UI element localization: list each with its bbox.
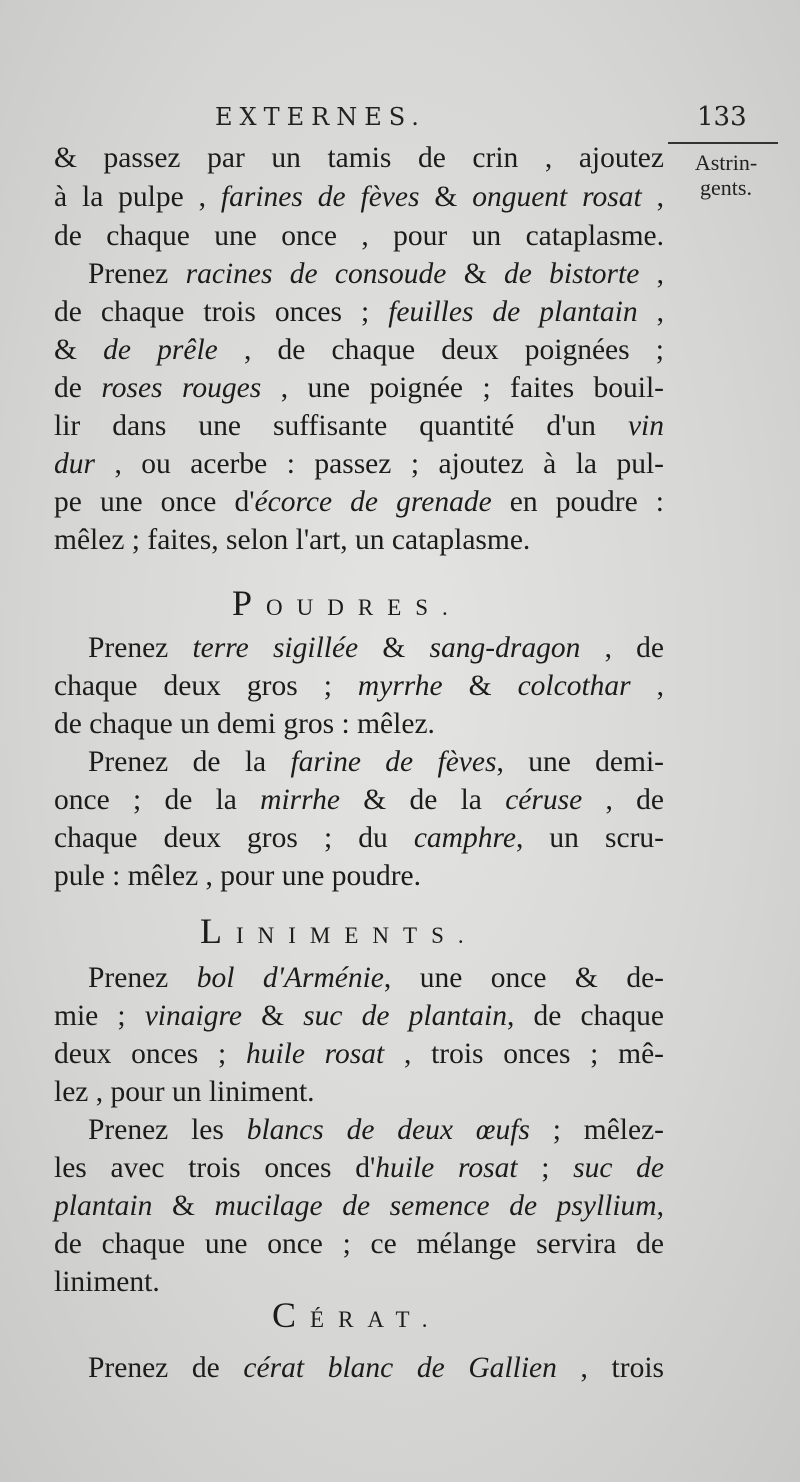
text-run: & [419,181,473,213]
text-run: de chaque trois onces ; [54,296,389,328]
text-line [54,296,664,329]
italic-term: vinaigre [144,1000,242,1032]
text-run: les avec trois onces d' [54,1152,376,1184]
italic-term: farine de fèves [290,746,497,778]
text-line [88,962,664,995]
text-line [54,1228,664,1261]
section-title-initial: C [272,1295,311,1335]
text-run: de chaque une once ; ce mélange servira de [54,1228,664,1260]
text-run: mie ; [54,1000,145,1032]
text-run: ; mêlez- [529,1114,665,1146]
italic-term: farines de fèves [220,181,420,213]
section-title-rest: OUDRES. [266,595,462,620]
text-run: , de [582,784,664,816]
text-line [54,1152,664,1185]
text-run: chaque deux gros ; du [54,822,414,854]
text-run: , de chaque [506,1000,664,1032]
text-run: de [54,372,102,404]
header-rule [668,142,778,144]
text-line [54,410,664,443]
text-run: ; [517,1152,574,1184]
text-line [54,1076,664,1109]
section-title-initial: L [200,911,236,951]
text-run: & [54,334,104,366]
text-run: , trois onces ; mê- [384,1038,664,1070]
text-line [54,448,664,481]
text-line [88,632,664,665]
text-run: , une poignée ; faites bouil- [261,372,664,404]
text-line [88,258,664,291]
text-line [54,1000,664,1033]
italic-term: de prêle [103,334,218,366]
italic-term: myrrhe [357,670,443,702]
text-run: , de chaque deux poignées ; [217,334,664,366]
text-run: Prenez les [88,1114,247,1146]
section-title-rest: INIMENTS. [236,923,478,948]
text-line [54,860,664,893]
italic-term: huile rosat [245,1038,385,1070]
text-run: & [446,258,504,290]
section-title-liniments [200,910,478,952]
text-line [54,822,664,855]
text-run: mêlez ; faites, selon l'art, un cataplasme. [54,524,531,556]
text-run: de chaque un demi gros : mêlez. [54,708,435,740]
text-run: & [152,1190,215,1222]
italic-term: feuilles de plantain [388,296,638,328]
italic-term: mucilage de semence de psyllium [214,1190,657,1222]
text-line [54,220,664,253]
italic-term: suc de plantain [303,1000,507,1032]
text-line [54,670,664,703]
text-run: Prenez de [88,1352,244,1384]
text-line [54,181,664,214]
text-line [54,142,664,175]
page-number: 133 [697,102,747,132]
text-run: , trois [556,1352,665,1384]
italic-term: bol d'Arménie [196,962,384,994]
italic-term: huile rosat [375,1152,518,1184]
section-title-poudres [232,582,462,624]
text-run: , [637,296,665,328]
italic-term: dur [54,448,95,480]
text-run: , de [580,632,664,664]
text-run: liniment. [54,1266,160,1298]
text-run: pe une once d' [54,486,255,518]
text-line [54,334,664,367]
italic-term: écorce de grenade [254,486,492,518]
text-run: à la pulpe , [54,181,221,213]
italic-term: racines de consoude [185,258,447,290]
italic-term: colcothar [517,670,631,702]
text-run: , une once & de- [383,962,664,994]
text-run: , [656,1190,664,1222]
text-run: & [442,670,518,702]
text-line [54,784,664,817]
italic-term: plantain [54,1190,153,1222]
italic-term: céruse [505,784,583,816]
text-run: lir dans une suffisante quantité d'un [54,410,628,442]
italic-term: roses rouges [101,372,262,404]
italic-term: mirrhe [260,784,340,816]
text-run: , [639,258,664,290]
text-run: de chaque une once , pour un cataplasme. [54,220,664,252]
text-line [88,746,664,779]
text-run: Prenez de la [88,746,291,778]
text-line [88,1352,664,1385]
text-run: , un scru- [515,822,664,854]
section-title-cerat [272,1294,442,1336]
italic-term: blancs de deux œufs [246,1114,530,1146]
text-run: & [358,632,430,664]
margin-note [676,150,776,200]
margin-note-line: gents. [700,175,752,200]
text-run: , [630,670,665,702]
italic-term: suc de [573,1152,664,1184]
italic-term: onguent rosat [472,181,642,213]
text-line [54,708,664,741]
italic-term: de bistorte [503,258,640,290]
italic-term: sang-dragon [429,632,581,664]
text-run: chaque deux gros ; [54,670,358,702]
margin-note-line: Astrin- [694,150,758,175]
text-run: , [641,181,664,213]
italic-term: vin [627,410,664,442]
text-run: & [241,1000,304,1032]
section-title-initial: P [232,583,267,623]
text-run: pule : mêlez , pour une poudre. [54,860,421,892]
running-head: EXTERNES. [215,103,426,131]
section-title-rest: ÉRAT. [310,1307,442,1332]
italic-term: camphre [413,822,516,854]
text-line [54,1190,664,1223]
text-run: & passez par un tamis de crin , ajoutez [54,142,664,174]
text-run: lez , pour un liniment. [54,1076,315,1108]
text-run: deux onces ; [54,1038,246,1070]
italic-term: cérat blanc de Gallien [243,1352,557,1384]
text-run: once ; de la [54,784,261,816]
text-line [54,486,664,519]
text-run: en poudre : [491,486,664,518]
text-run: , une demi- [496,746,664,778]
text-line [88,1114,664,1147]
italic-term: terre sigillée [192,632,359,664]
text-line [54,524,664,557]
text-line [54,372,664,405]
text-run: Prenez [88,258,186,290]
text-run: Prenez [88,632,193,664]
text-run: Prenez [88,962,197,994]
text-run: , ou acerbe : passez ; ajoutez à la pul- [94,448,664,480]
text-run: & de la [339,784,506,816]
text-line [54,1038,664,1071]
